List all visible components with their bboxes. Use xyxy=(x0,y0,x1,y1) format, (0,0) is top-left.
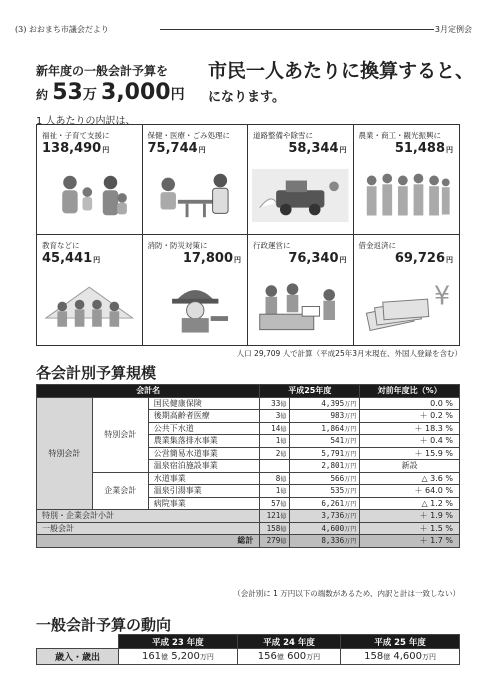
page-label: (3) おおまち市議会だより xyxy=(15,25,109,34)
lead-amount-b: 3,000 xyxy=(101,80,171,105)
breakdown-amount: 75,744円 xyxy=(147,141,206,156)
year-header: 平成 23 年度 xyxy=(119,635,238,649)
lead-amount-a: 53 xyxy=(52,80,83,105)
farmers-icon xyxy=(358,161,456,230)
table-row: 歳入・歳出 161億 5,200万円 156億 600万円 158億 4,600万円 xyxy=(37,649,460,665)
breakdown-category: 福祉・子育て支援に xyxy=(42,131,110,140)
group-special-cell: 特別会計 xyxy=(37,397,93,510)
breakdown-category: 保健・医療・ごみ処理に xyxy=(147,131,230,140)
issue-label: 3月定例会 xyxy=(434,25,472,34)
breakdown-cell xyxy=(354,235,460,345)
table-row: 後期高齢者医療 3億 983万円 ＋ 0.2 % xyxy=(37,410,460,423)
table-row: 公営簡易水道事業 2億 5,791万円 ＋ 15.9 % xyxy=(37,447,460,460)
header-fy25: 平成25年度 xyxy=(260,385,360,398)
breakdown-category: 消防・防災対策に xyxy=(147,241,208,250)
breakdown-amount: 58,344円 xyxy=(288,141,347,156)
breakdown-amount: 138,490円 xyxy=(42,141,110,156)
breakdown-cell xyxy=(37,125,143,235)
family-icon xyxy=(41,161,138,230)
header-ratio: 対前年度比（%） xyxy=(360,385,460,398)
row-label: 歳入・歳出 xyxy=(37,649,119,665)
table-row: 企業会計 水道事業 8億 566万円 △ 3.6 % xyxy=(37,472,460,485)
breakdown-category: 農業・商工・観光振興に xyxy=(358,131,441,140)
breakdown-grid xyxy=(36,124,460,346)
table-row: 農業集落排水事業 1億 541万円 ＋ 0.4 % xyxy=(37,435,460,448)
breakdown-cell xyxy=(143,235,249,345)
breakdown-category: 行政運営に xyxy=(253,241,291,250)
budget-section-title: 各会計別予算規模 xyxy=(36,364,157,382)
header-rule xyxy=(160,29,434,30)
breakdown-amount: 45,441円 xyxy=(42,251,101,266)
breakdown-category: 道路整備や除雪に xyxy=(253,131,313,140)
breakdown-category: 教育などに xyxy=(42,241,80,250)
breakdown-amount: 69,726円 xyxy=(394,251,453,266)
year-header: 平成 25 年度 xyxy=(341,635,460,649)
breakdown-cell xyxy=(143,125,249,235)
budget-header-row xyxy=(37,385,460,398)
trend-header-row xyxy=(37,635,460,649)
lead-right-line1: 市民一人あたりに換算すると、 xyxy=(208,60,475,82)
breakdown-amount: 17,800円 xyxy=(182,251,241,266)
students-icon xyxy=(41,271,138,341)
breakdown-category: 借金返済に xyxy=(358,241,396,250)
sub-special-cell: 特別会計 xyxy=(92,397,148,472)
lead-left xyxy=(36,60,185,106)
trend-table xyxy=(36,634,460,665)
budget-table xyxy=(36,384,460,548)
breakdown-cell xyxy=(354,125,460,235)
money-icon xyxy=(358,271,456,341)
snowplow-icon xyxy=(252,161,349,230)
general-account-row: 一般会計 158億 4,600万円 ＋ 1.5 % xyxy=(37,522,460,535)
breakdown-cell xyxy=(248,235,354,345)
lead-line1: 新年度の一般会計予算を xyxy=(36,64,169,78)
population-note: 人口 29,709 人で計算（平成25年3月末現在、外国人登録を含む） xyxy=(236,349,462,358)
table-row: 温泉引湯事業 1億 535万円 ＋ 64.0 % xyxy=(37,485,460,498)
page-header xyxy=(0,0,494,38)
table-row: 病院事業 57億 6,261万円 △ 1.2 % xyxy=(37,497,460,510)
total-row: 総計 279億 8,336万円 ＋ 1.7 % xyxy=(37,535,460,548)
trend-section-title: 一般会計予算の動向 xyxy=(36,616,172,634)
lead-amount: 約 53万 3,000円 xyxy=(36,80,185,105)
office-icon xyxy=(252,271,349,341)
svg-text:¥: ¥ xyxy=(433,280,450,311)
lead-right-line2: になります。 xyxy=(208,90,285,105)
year-header: 平成 24 年度 xyxy=(237,635,340,649)
breakdown-amount: 76,340円 xyxy=(288,251,347,266)
budget-note: （会計別に 1 万円以下の端数があるため、内訳と計は一致しない） xyxy=(233,589,460,598)
breakdown-cell xyxy=(37,235,143,345)
sub-enterprise-cell: 企業会計 xyxy=(92,472,148,510)
subtotal-row: 特別・企業会計小計 121億 3,736万円 ＋ 1.9 % xyxy=(37,510,460,523)
health-icon xyxy=(147,161,244,230)
breakdown-label: 1 人あたりの内訳は、 xyxy=(36,116,136,127)
table-row: 公共下水道 14億 1,864万円 ＋ 18.3 % xyxy=(37,422,460,435)
table-row: 温泉宿泊施設事業 2,801万円 新設 xyxy=(37,460,460,473)
firefighter-icon xyxy=(147,271,244,341)
breakdown-cell xyxy=(248,125,354,235)
lead-right xyxy=(208,58,474,108)
breakdown-amount: 51,488円 xyxy=(394,141,453,156)
header-account-name: 会計名 xyxy=(37,385,260,398)
table-row: 特別会計 特別会計 国民健康保険 33億 4,395万円 0.0 % xyxy=(37,397,460,410)
